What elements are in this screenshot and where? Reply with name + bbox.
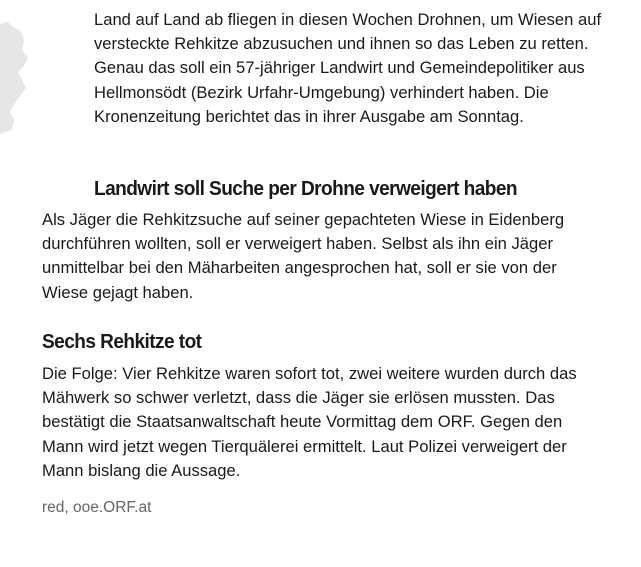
section-heading-refusal: Landwirt soll Suche per Drohne verweigert haben <box>94 177 517 200</box>
section-body-refusal: Als Jäger die Rehkitzsuche auf seiner gepachteten Wiese in Eidenberg durchführen wollten, soll er verweigert haben. Selbst als ihn ein Jäger unmittelbar bei den Mäharbeiten angesprochen hat, soll er sie von der Wiese gejagt haben. <box>42 210 565 302</box>
section-heading-fawns-dead: Sechs Rehkitze tot <box>42 330 202 353</box>
map-region-shape <box>0 22 28 134</box>
region-map-fragment <box>0 0 32 140</box>
article-lead: Land auf Land ab fliegen in diesen Wochen Drohnen, um Wiesen auf versteckte Rehkitze abzusuchen und ihnen so das Leben zu retten. Genau das soll ein 57-jähriger Landwirt und Gemeindepolitiker aus Hellmonsödt (Bezirk Urfahr-Umgebung) verhindert haben. Die Kronenzeitung berichtet das in ihrer Ausgabe am Sonntag. <box>94 10 602 126</box>
section-body-fawns-dead: Die Folge: Vier Rehkitze waren sofort tot, zwei weitere wurden durch das Mähwerk so schwer verletzt, dass die Jäger sie erlösen mussten. Das bestätigt die Staatsanwaltschaft heute Vormittag dem ORF. Gegen den Mann wird jetzt wegen Tierquälerei ermittelt. Laut Polizei verweigert der Mann bislang die Aussage. <box>42 364 577 480</box>
article-source: red, ooe.ORF.at <box>42 499 152 516</box>
